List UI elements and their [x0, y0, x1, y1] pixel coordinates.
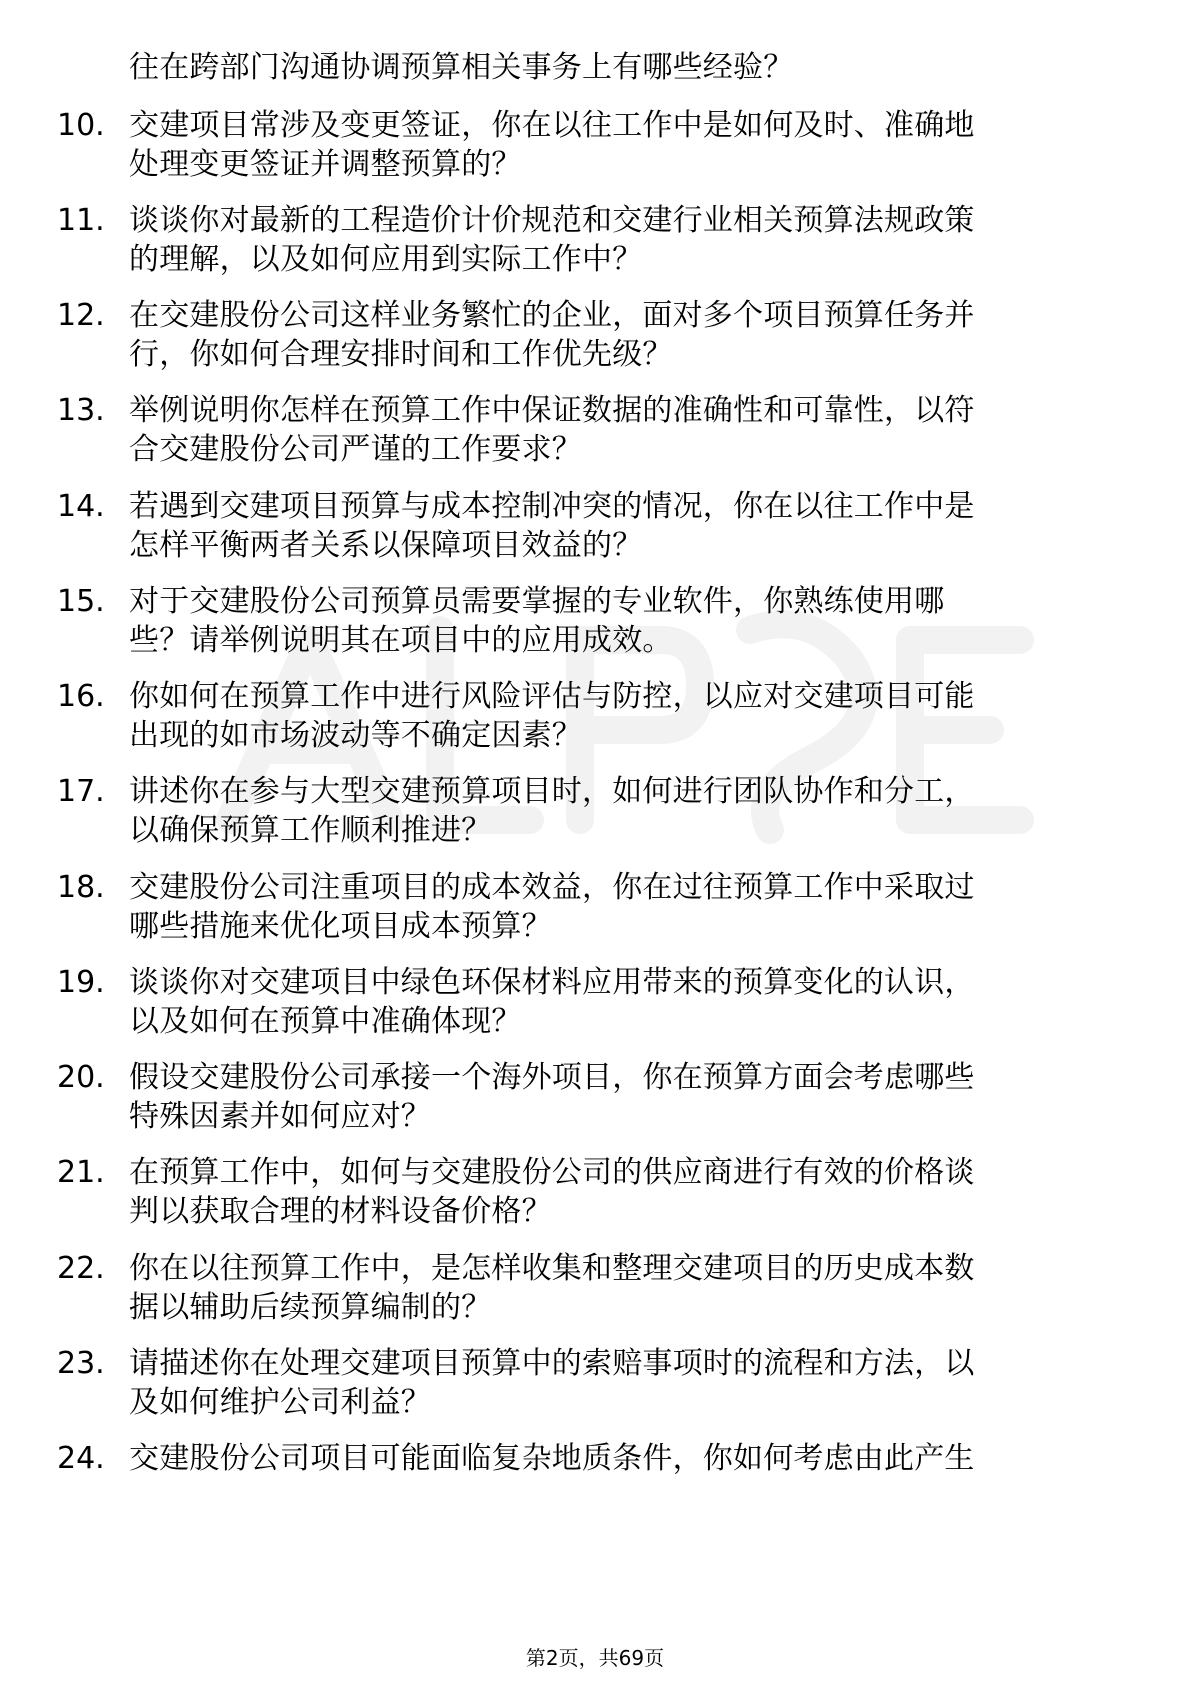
- page-footer: 第2页，共69页: [525, 1646, 665, 1670]
- question-text-line2: 哪些措施来优化项目成本预算？: [129, 909, 552, 944]
- question-number: 24.: [57, 1441, 105, 1476]
- question-number: 15.: [57, 584, 105, 619]
- question-number: 23.: [57, 1346, 105, 1381]
- question-text-line2: 的理解，以及如何应用到实际工作中？: [129, 242, 643, 277]
- question-text-line1: 假设交建股份公司承接一个海外项目，你在预算方面会考虑哪些: [129, 1060, 975, 1095]
- question-number: 20.: [57, 1060, 105, 1095]
- question-text-line1: 你在以往预算工作中，是怎样收集和整理交建项目的历史成本数: [129, 1251, 975, 1286]
- question-text-line1: 在预算工作中，如何与交建股份公司的供应商进行有效的价格谈: [129, 1155, 975, 1190]
- question-text-line1: 谈谈你对最新的工程造价计价规范和交建行业相关预算法规政策: [129, 203, 975, 238]
- question-number: 19.: [57, 965, 105, 1000]
- question-text-line1: 在交建股份公司这样业务繁忙的企业，面对多个项目预算任务并: [129, 298, 975, 333]
- question-text-line2: 据以辅助后续预算编制的？: [129, 1290, 492, 1325]
- question-text-line2: 判以获取合理的材料设备价格？: [129, 1194, 552, 1229]
- question-text-line1: 对于交建股份公司预算员需要掌握的专业软件，你熟练使用哪: [129, 584, 945, 619]
- question-number: 16.: [57, 679, 105, 714]
- question-text-line2: 以确保预算工作顺利推进？: [129, 813, 492, 848]
- question-text-line1: 交建股份公司注重项目的成本效益，你在过往预算工作中采取过: [129, 870, 975, 905]
- question-number: 14.: [57, 489, 105, 524]
- question-text-line1: 谈谈你对交建项目中绿色环保材料应用带来的预算变化的认识，: [129, 965, 975, 1000]
- question-number: 22.: [57, 1251, 105, 1286]
- question-number: 12.: [57, 298, 105, 333]
- question-number: 17.: [57, 774, 105, 809]
- question-text-line1: 交建股份公司项目可能面临复杂地质条件，你如何考虑由此产生: [129, 1441, 975, 1476]
- question-text-line1: 举例说明你怎样在预算工作中保证数据的准确性和可靠性，以符: [129, 393, 975, 428]
- question-text-line1: 若遇到交建项目预算与成本控制冲突的情况，你在以往工作中是: [129, 489, 975, 524]
- question-text-line2: 行，你如何合理安排时间和工作优先级？: [129, 337, 673, 372]
- question-text-line2: 特殊因素并如何应对？: [129, 1099, 431, 1134]
- question-number: 13.: [57, 393, 105, 428]
- question-number: 21.: [57, 1155, 105, 1190]
- question-text-line2: 处理变更签证并调整预算的？: [129, 147, 522, 182]
- question-number: 18.: [57, 870, 105, 905]
- question-text-line2: 合交建股份公司严谨的工作要求？: [129, 432, 582, 467]
- question-text-line2: 及如何维护公司利益？: [129, 1385, 431, 1420]
- question-text-line2: 怎样平衡两者关系以保障项目效益的？: [129, 528, 643, 563]
- question-number: 10.: [57, 108, 105, 143]
- question-text-line1: 请描述你在处理交建项目预算中的索赔事项时的流程和方法，以: [129, 1346, 975, 1381]
- question-text-line1: 讲述你在参与大型交建预算项目时，如何进行团队协作和分工，: [129, 774, 975, 809]
- question-number: 11.: [57, 203, 105, 238]
- question-text-line2: 以及如何在预算中准确体现？: [129, 1004, 522, 1039]
- continuation-line: 往在跨部门沟通协调预算相关事务上有哪些经验？: [129, 50, 794, 85]
- question-text-line2: 出现的如市场波动等不确定因素？: [129, 718, 582, 753]
- question-text-line1: 你如何在预算工作中进行风险评估与防控，以应对交建项目可能: [129, 679, 975, 714]
- question-text-line2: 些？请举例说明其在项目中的应用成效。: [129, 623, 673, 658]
- question-text-line1: 交建项目常涉及变更签证，你在以往工作中是如何及时、准确地: [129, 108, 975, 143]
